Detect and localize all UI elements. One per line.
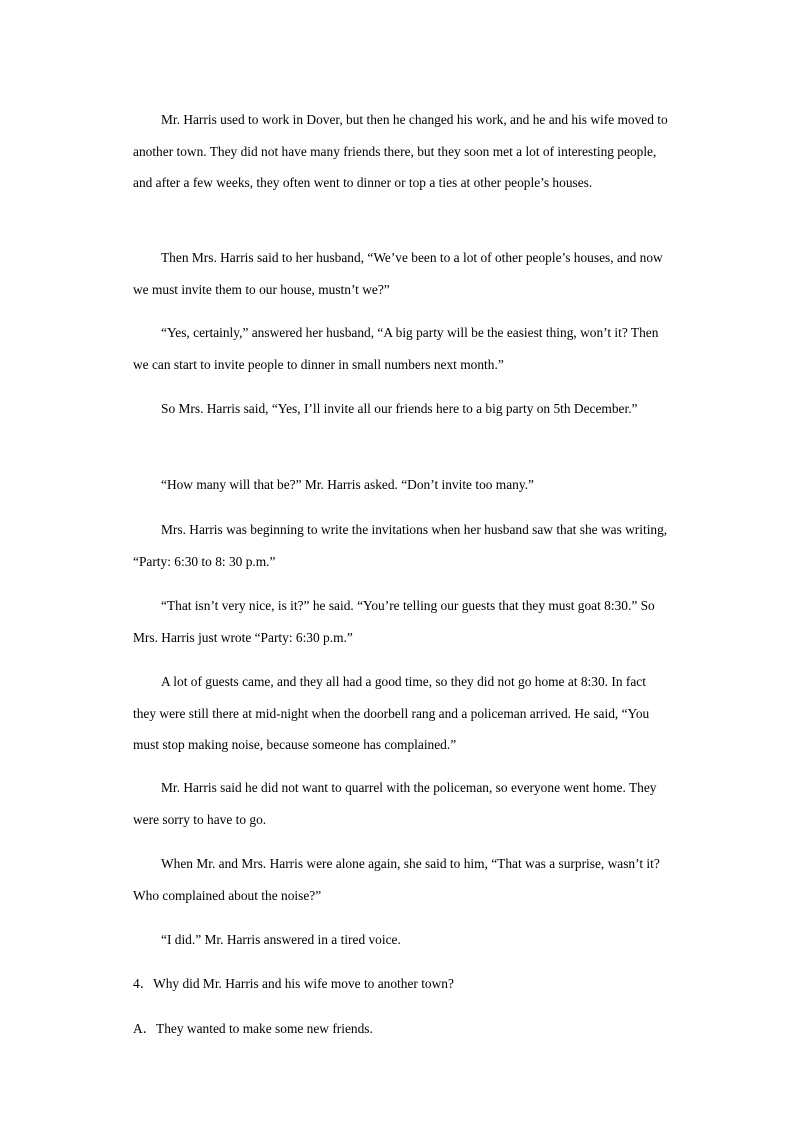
paragraph-10: When Mr. and Mrs. Harris were alone again, she said to him, “That was a surprise, wasn’t it? Who complained about the noise?” <box>133 856 660 903</box>
paragraph-7: “That isn’t very nice, is it?” he said. “You’re telling our guests that they must goat 8:30.” So Mrs. Harris just wrote “Party: 6:30 p.m.” <box>133 598 655 645</box>
paragraph-4: So Mrs. Harris said, “Yes, I’ll invite all our friends here to a big party on 5th December.” <box>161 401 638 416</box>
paragraph-9: Mr. Harris said he did not want to quarrel with the policeman, so everyone went home. They were sorry to have to go. <box>133 780 657 827</box>
question-4: 4．Why did Mr. Harris and his wife move to another town? <box>133 976 454 991</box>
paragraph-11: “I did.” Mr. Harris answered in a tired voice. <box>161 932 401 947</box>
paragraph-2: Then Mrs. Harris said to her husband, “We’ve been to a lot of other people’s houses, and now we must invite them to our house, mustn’t we?” <box>133 250 663 297</box>
paragraph-1: Mr. Harris used to work in Dover, but then he changed his work, and he and his wife moved to another town. They did not have many friends there, but they soon met a lot of interesting people, and after a few weeks, they often went to dinner or top a ties at other people’s houses. <box>133 112 668 190</box>
option-a: A．They wanted to make some new friends. <box>133 1021 373 1036</box>
paragraph-6: Mrs. Harris was beginning to write the invitations when her husband saw that she was writing, “Party: 6:30 to 8: 30 p.m.” <box>133 522 668 569</box>
paragraph-3: “Yes, certainly,” answered her husband, “A big party will be the easiest thing, won’t it? Then we can start to invite people to dinner in small numbers next month.” <box>133 325 659 372</box>
paragraph-5: “How many will that be?” Mr. Harris asked. “Don’t invite too many.” <box>161 477 534 492</box>
paragraph-8: A lot of guests came, and they all had a good time, so they did not go home at 8:30. In fact they were still there at mid-night when the doorbell rang and a policeman arrived. He said, “You must stop making noise, because someone has complained.” <box>133 674 650 752</box>
